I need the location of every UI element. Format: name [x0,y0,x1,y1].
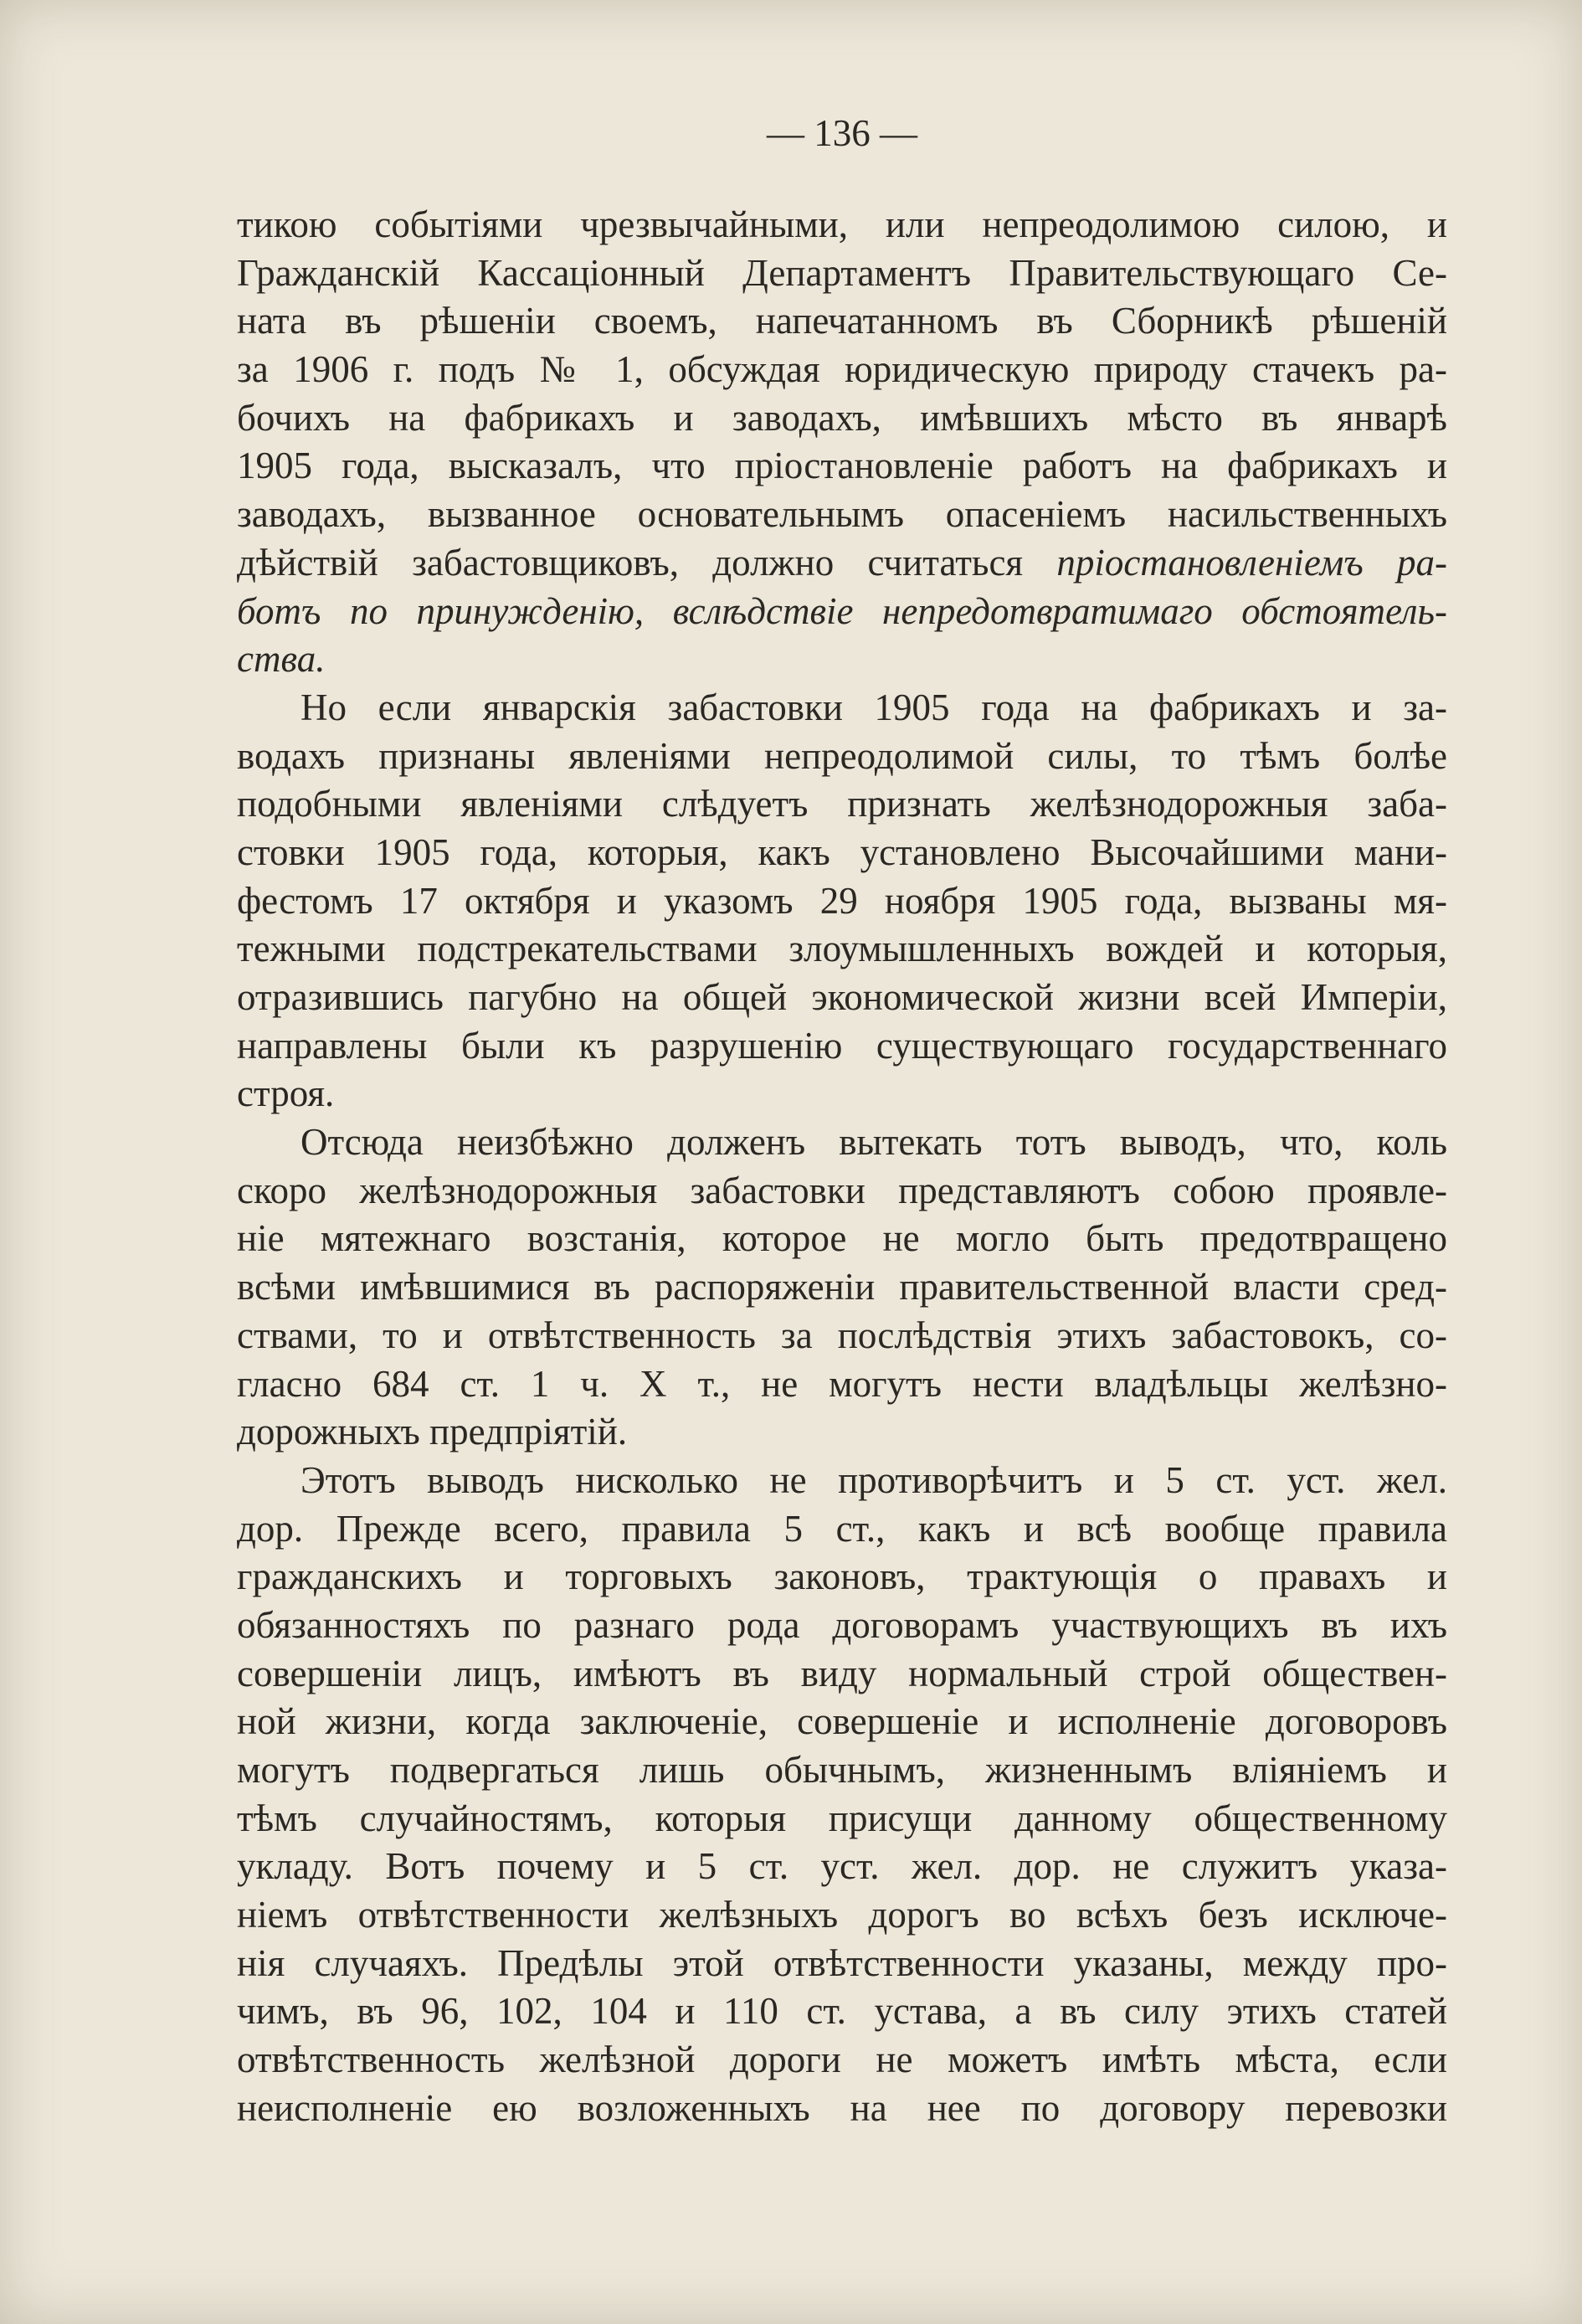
text-span: ніемъ отвѣтственности желѣзныхъ дорогъ во всѣхъ безъ исключе- [237,1894,1447,1936]
text-line [237,1457,1447,1505]
text-line [237,394,1447,443]
text-span: гласно 684 ст. 1 ч. X т., не могутъ нести владѣльцы желѣзно- [237,1362,1447,1405]
text-span: укладу. Вотъ почему и 5 ст. уст. жел. дор. не служитъ указа- [237,1845,1447,1888]
text-span: могутъ подвергаться лишь обычнымъ, жизненнымъ вліяніемъ и [237,1749,1447,1791]
text-span: за 1906 г. подъ № 1, обсуждая юридическую природу стачекъ ра- [237,348,1447,391]
emphasized-text: ства. [237,638,326,681]
text-span: скоро желѣзнодорожныя забастовки представляютъ собою проявле- [237,1169,1447,1211]
text-line [237,1698,1447,1746]
text-span: дѣйствій забастовщиковъ, должно считаться [237,541,1057,584]
text-line [237,1795,1447,1843]
text-span: ната въ рѣшеніи своемъ, напечатанномъ въ Сборникѣ рѣшеній [237,300,1447,342]
paragraph [237,1118,1447,1457]
text-line [237,539,1447,588]
text-line [237,1843,1447,1891]
text-line [237,1650,1447,1699]
text-line [237,346,1447,394]
text-span: водахъ признаны явленіями непреодолимой силы, то тѣмъ болѣе [237,734,1447,777]
text-span: направлены были къ разрушенію существующаго государственнаго [237,1024,1447,1067]
paragraph [237,201,1447,684]
text-line [237,2085,1447,2133]
text-span: гражданскихъ и торговыхъ законовъ, трактующія о правахъ и [237,1555,1447,1598]
text-line [237,1940,1447,1988]
text-line [237,1553,1447,1602]
text-line [237,1070,1447,1118]
text-span: Отсюда неизбѣжно долженъ вытекать тотъ выводъ, что, коль [300,1121,1447,1164]
text-span: подобными явленіями слѣдуетъ признать желѣзнодорожныя заба- [237,783,1447,825]
text-line [237,1891,1447,1940]
text-span: тежными подстрекательствами злоумышленныхъ вождей и которыя, [237,928,1447,970]
text-line [237,829,1447,877]
text-line [237,1505,1447,1554]
text-span: 1905 года, высказалъ, что пріостановленіе работъ на фабрикахъ и [237,445,1447,487]
text-span: Но если январскія забастовки 1905 года на фабрикахъ и за- [300,686,1447,728]
text-span: ствами, то и отвѣтственность за послѣдствія этихъ забастовокъ, со- [237,1314,1447,1356]
text-line [237,1312,1447,1360]
text-line [237,684,1447,733]
paragraph [237,1457,1447,2133]
text-span: стовки 1905 года, которыя, какъ установлено Высочайшими мани- [237,830,1447,873]
text-line [237,201,1447,249]
text-span: нія случаяхъ. Предѣлы этой отвѣтственности указаны, между про- [237,1941,1447,1984]
text-span: строя. [237,1072,335,1115]
paragraph [237,684,1447,1118]
text-span: совершеніи лицъ, имѣютъ въ виду нормальный строй обществен- [237,1652,1447,1694]
text-line [237,1022,1447,1071]
text-line [237,1408,1447,1457]
body-text [237,201,1447,2133]
text-line [237,249,1447,298]
text-line [237,780,1447,829]
text-line [237,1602,1447,1650]
text-line [237,1167,1447,1216]
text-line [237,491,1447,539]
page-number: — 136 — [767,112,917,154]
text-span: бочихъ на фабрикахъ и заводахъ, имѣвшихъ мѣсто въ январѣ [237,396,1447,439]
text-span: всѣми имѣвшимися въ распоряженіи правительственной власти сред- [237,1266,1447,1309]
text-span: дор. Прежде всего, правила 5 ст., какъ и всѣ вообще правила [237,1507,1447,1550]
text-line [237,1360,1447,1409]
text-span: фестомъ 17 октября и указомъ 29 ноября 1905 года, вызваны мя- [237,879,1447,922]
text-line [237,1118,1447,1167]
text-line [237,1263,1447,1312]
text-span: отвѣтственность желѣзной дороги не можетъ имѣть мѣста, если [237,2039,1447,2081]
text-span: Этотъ выводъ нисколько не противорѣчитъ и 5 ст. уст. жел. [300,1458,1447,1501]
text-line [237,2036,1447,2085]
text-line [237,877,1447,926]
text-line [237,635,1447,684]
text-line [237,925,1447,974]
text-span: ніе мятежнаго возстанія, которое не могло быть предотвращено [237,1217,1447,1260]
text-span: неисполненіе ею возложенныхъ на нее по договору перевозки [237,2086,1447,2129]
text-span: чимъ, въ 96, 102, 104 и 110 ст. устава, а въ силу этихъ статей [237,1990,1447,2033]
text-span: тѣмъ случайностямъ, которыя присущи данному общественному [237,1797,1447,1839]
text-span: отразившись пагубно на общей экономической жизни всей Имперіи, [237,976,1447,1018]
text-line [237,974,1447,1022]
text-line [237,733,1447,781]
text-line [237,1746,1447,1795]
text-line [237,297,1447,346]
text-line [237,1987,1447,2036]
text-span: дорожныхъ предпріятій. [237,1411,628,1453]
text-line [237,588,1447,636]
text-span: обязанностяхъ по разнаго рода договорамъ участвующихъ въ ихъ [237,1603,1447,1646]
emphasized-text: ботъ по принужденію, вслѣдствіе непредотвратимаго обстоятель- [237,589,1447,632]
text-span: Гражданскій Кассаціонный Департаментъ Правительствующаго Се- [237,251,1447,294]
text-span: заводахъ, вызванное основательнымъ опасеніемъ насильственныхъ [237,493,1447,536]
text-line [237,442,1447,491]
emphasized-text: пріостановленіемъ ра- [1056,541,1447,584]
text-span: ной жизни, когда заключеніе, совершеніе и исполненіе договоровъ [237,1700,1447,1743]
text-line [237,1215,1447,1263]
text-span: тикою событіями чрезвычайными, или непреодолимою силою, и [237,203,1447,245]
